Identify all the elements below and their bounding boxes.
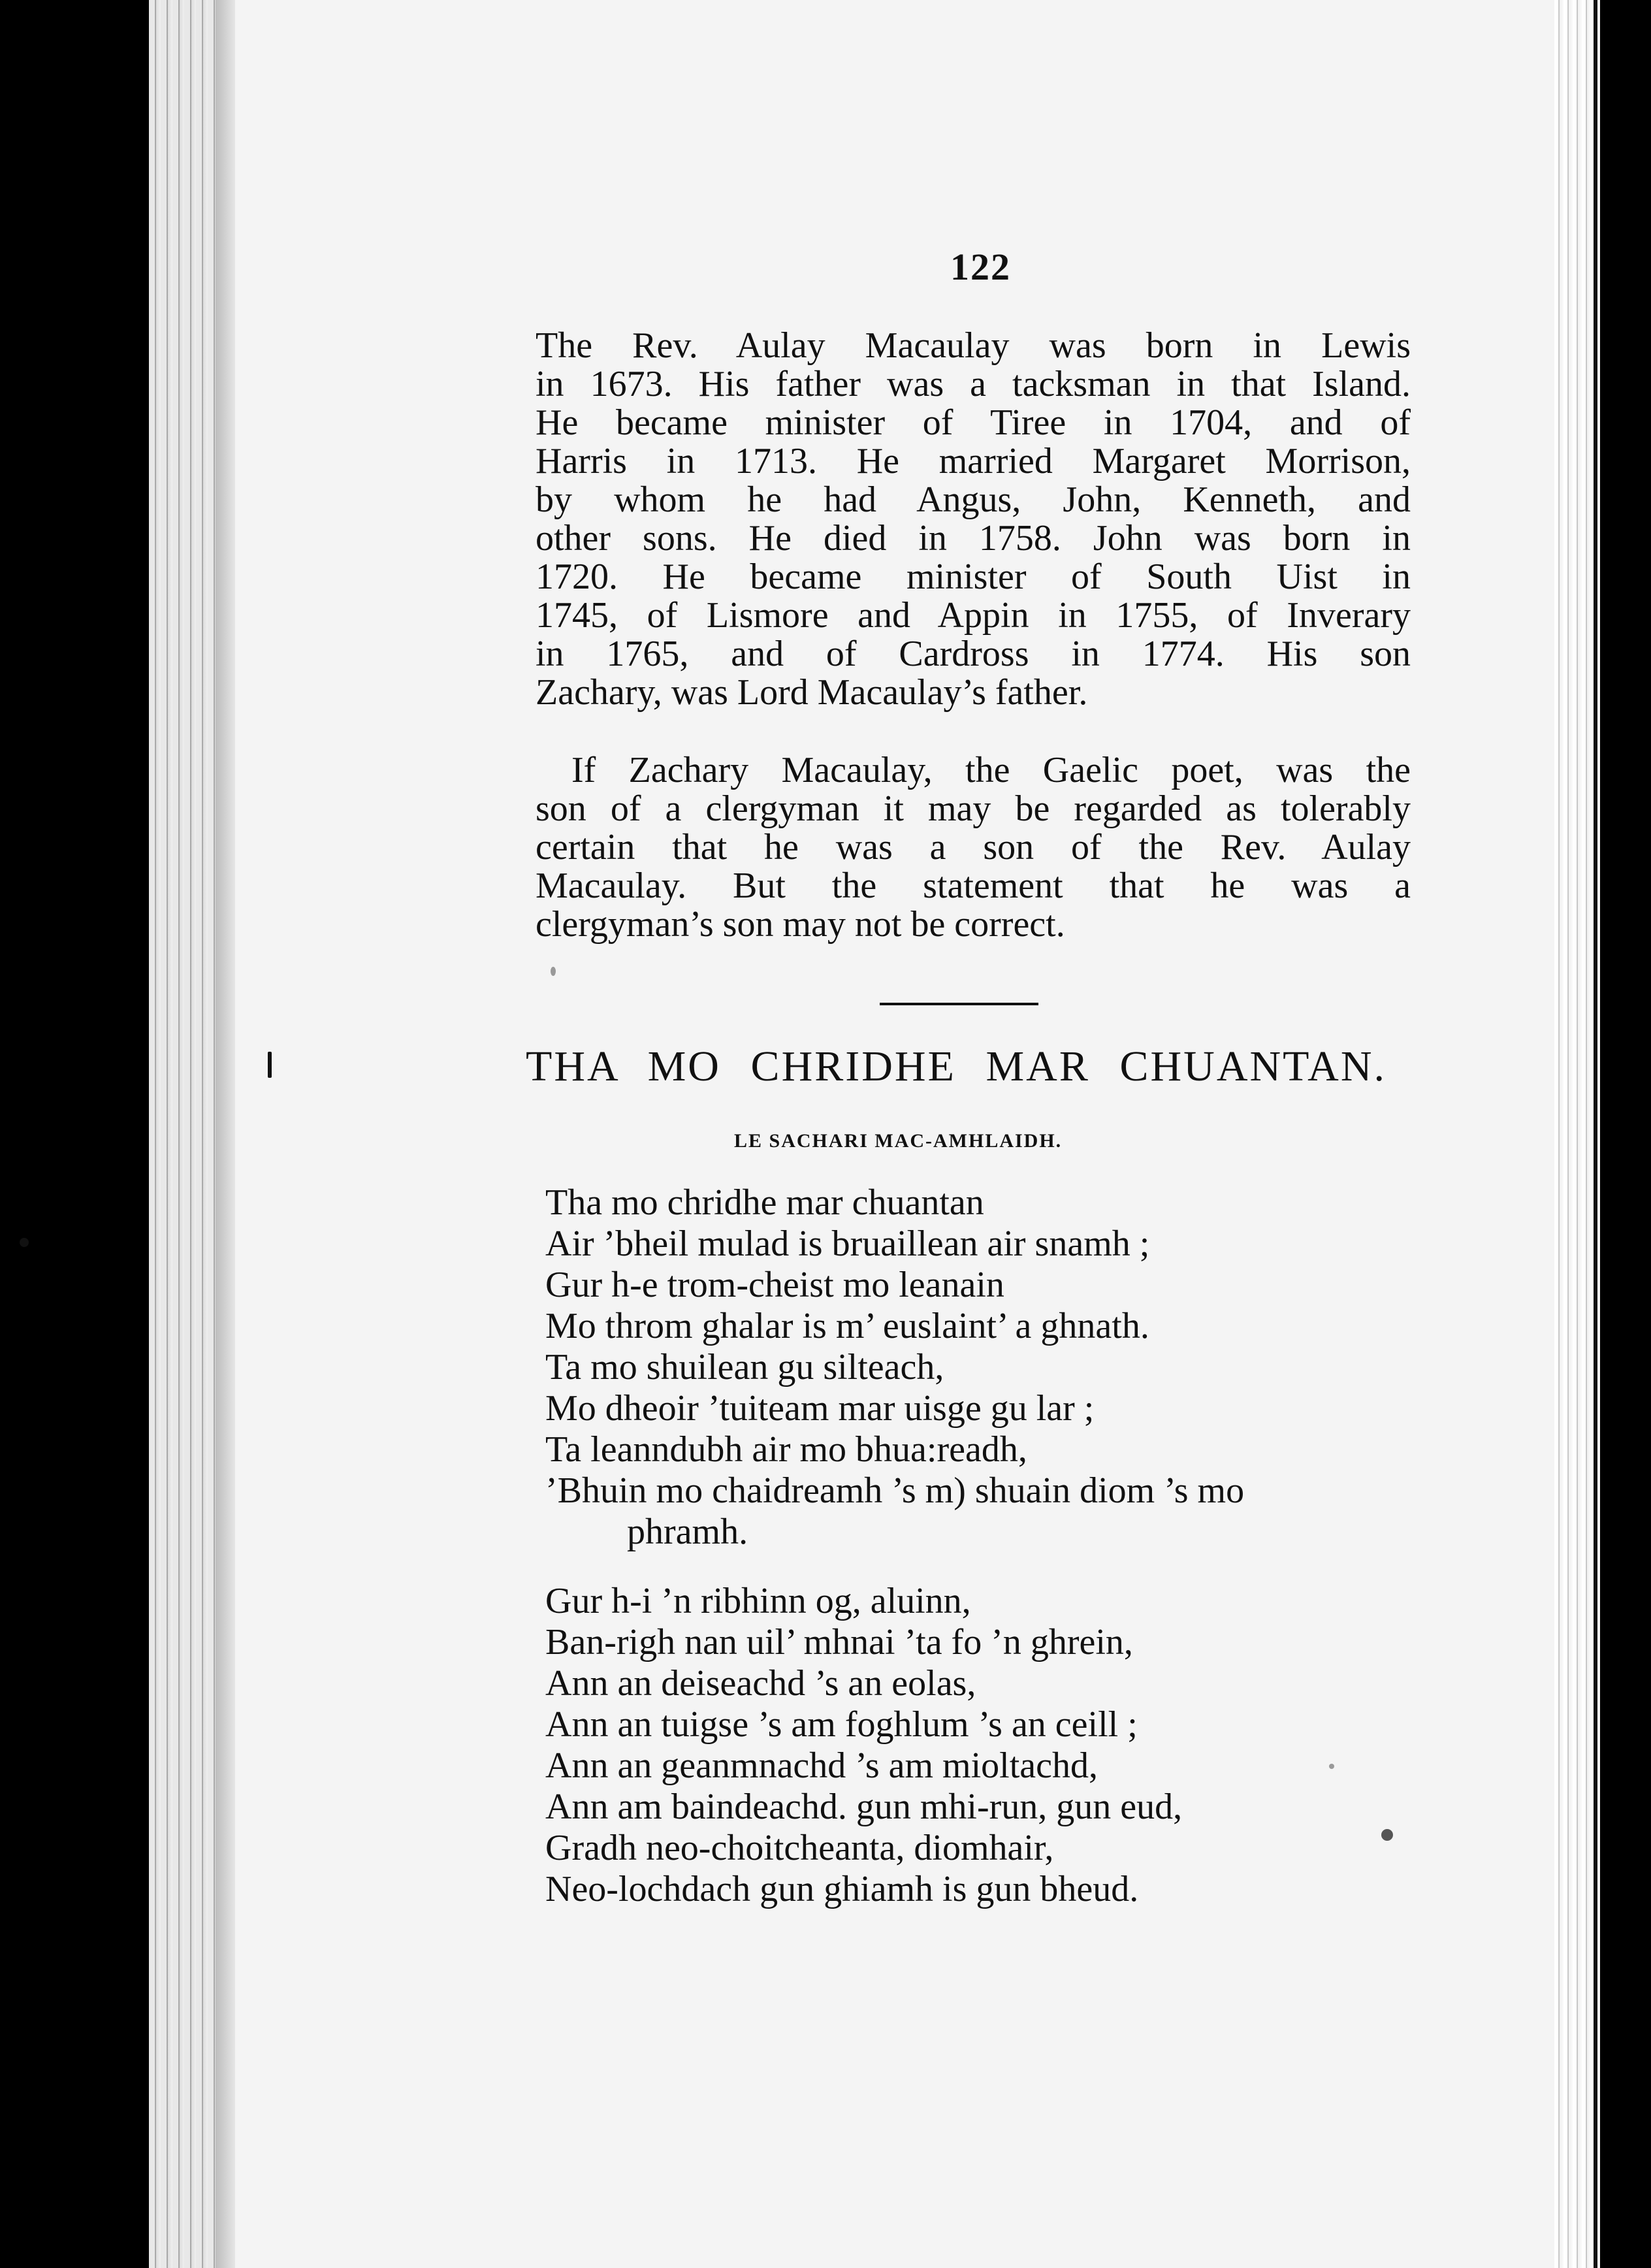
verse-line: Neo-lochdach gun ghiamh is gun bheud. bbox=[545, 1869, 1139, 1909]
page-edge-strips bbox=[149, 0, 224, 2268]
verse-line: Ta leanndubh air mo bhua:readh, bbox=[545, 1429, 1027, 1470]
paragraph-line: son of a clergyman it may be regarded as tolerably bbox=[536, 788, 1411, 829]
scan-speck bbox=[551, 967, 556, 976]
poem-stanza-2 bbox=[545, 1581, 1182, 1910]
paragraph-line: by whom he had Angus, John, Kenneth, and bbox=[536, 479, 1411, 520]
verse-line: Ann an geanmnachd ’s am mioltachd, bbox=[545, 1745, 1098, 1786]
paragraph-line: other sons. He died in 1758. John was born in bbox=[536, 518, 1411, 559]
verse-line: Ann an tuigse ’s am foghlum ’s an ceill ; bbox=[545, 1704, 1138, 1745]
poem-stanza-1 bbox=[545, 1182, 1244, 1553]
paragraph-line: clergyman’s son may not be correct. bbox=[536, 904, 1065, 945]
verse-line: Mo throm ghalar is m’ euslaint’ a ghnath. bbox=[545, 1306, 1149, 1346]
poem-author: LE SACHARI MAC-AMHLAIDH. bbox=[734, 1130, 1063, 1152]
verse-line: Gur h-i ’n ribhinn og, aluinn, bbox=[545, 1581, 971, 1621]
verse-line: Ban-righ nan uil’ mhnai ’ta fo ’n ghrein, bbox=[545, 1622, 1133, 1662]
verse-line: Gur h-e trom-cheist mo leanain bbox=[545, 1265, 1004, 1305]
paragraph-line: in 1673. His father was a tacksman in that Island. bbox=[536, 364, 1411, 404]
paragraph-line: He became minister of Tiree in 1704, and of bbox=[536, 402, 1411, 443]
paragraph-line: Macaulay. But the statement that he was a bbox=[536, 866, 1411, 906]
paragraph-2 bbox=[536, 751, 1411, 944]
verse-line: Gradh neo-choitcheanta, diomhair, bbox=[545, 1828, 1054, 1868]
verse-line: phramh. bbox=[627, 1512, 748, 1552]
scan-speck bbox=[1381, 1829, 1393, 1841]
paragraph-line: Zachary, was Lord Macaulay’s father. bbox=[536, 672, 1088, 713]
binding-line bbox=[1594, 0, 1597, 2268]
verse-line: Tha mo chridhe mar chuantan bbox=[545, 1182, 984, 1223]
paragraph-line: Harris in 1713. He married Margaret Morrison, bbox=[536, 441, 1411, 481]
paragraph-line: 1720. He became minister of South Uist in bbox=[536, 557, 1411, 597]
verse-line: Ta mo shuilean gu silteach, bbox=[545, 1347, 944, 1387]
verse-line: Mo dheoir ’tuiteam mar uisge gu lar ; bbox=[545, 1388, 1095, 1429]
poem-title: THA MO CHRIDHE MAR CHUANTAN. bbox=[526, 1043, 1387, 1090]
scan-speck bbox=[268, 1052, 272, 1078]
verse-line: Ann an deiseachd ’s an eolas, bbox=[545, 1663, 976, 1704]
scan-speck bbox=[1329, 1764, 1334, 1769]
paragraph-line: in 1765, and of Cardross in 1774. His son bbox=[536, 634, 1411, 674]
verse-line: ’Bhuin mo chaidreamh ’s m) shuain diom ’s mo bbox=[545, 1470, 1245, 1511]
page-number: 122 bbox=[950, 246, 1011, 288]
scan-speck bbox=[20, 1238, 29, 1247]
paragraph-line: certain that he was a son of the Rev. Aulay bbox=[536, 827, 1411, 867]
paragraph-line: If Zachary Macaulay, the Gaelic poet, was the bbox=[571, 750, 1411, 790]
section-divider-rule bbox=[880, 1003, 1038, 1005]
paragraph-1 bbox=[536, 327, 1411, 712]
paragraph-line: The Rev. Aulay Macaulay was born in Lewis bbox=[536, 325, 1411, 366]
verse-line: Ann am baindeachd. gun mhi-run, gun eud, bbox=[545, 1787, 1183, 1827]
paragraph-line: 1745, of Lismore and Appin in 1755, of Inverary bbox=[536, 595, 1411, 636]
verse-line: Air ’bheil mulad is bruaillean air snamh ; bbox=[545, 1223, 1150, 1264]
